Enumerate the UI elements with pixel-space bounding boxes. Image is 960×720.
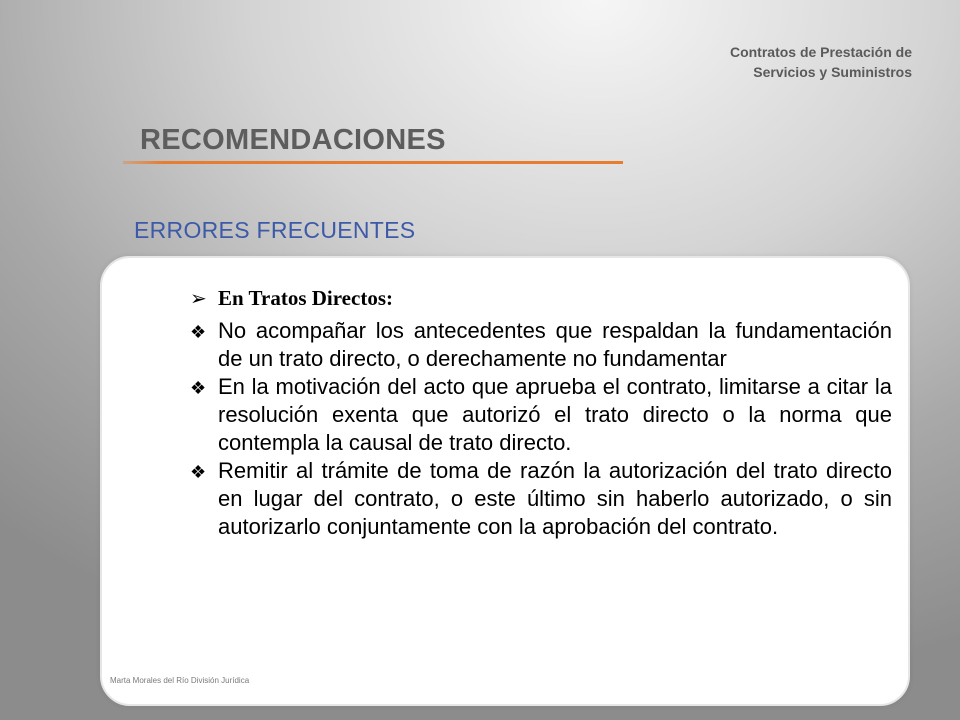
header-title (612, 42, 912, 82)
footer-author: Marta Morales del Río División Jurídica (110, 676, 250, 685)
section-title: RECOMENDACIONES (140, 124, 446, 156)
subtitle: ERRORES FRECUENTES (134, 217, 416, 243)
diamond-bullet-icon: ❖ (190, 322, 207, 342)
list-item (190, 373, 892, 457)
list-item (190, 317, 892, 373)
diamond-bullet-icon: ❖ (190, 462, 207, 482)
list-item-text: En la motivación del acto que aprueba el contrato, limitarse a citar la resolución exenta que autorizó el trato directo o la norma que contempla la causal de trato directo. (218, 374, 892, 455)
diamond-bullet-icon: ❖ (190, 378, 207, 398)
lead-text: En Tratos Directos: (218, 286, 393, 310)
header-title-line2: Servicios y Suministros (753, 64, 912, 80)
title-underline (123, 161, 623, 164)
header-title-line1: Contratos de Prestación de (729, 44, 912, 60)
content-card (100, 256, 910, 706)
list-item (190, 457, 892, 541)
arrow-right-icon: ➢ (190, 288, 207, 310)
list-item-text: No acompañar los antecedentes que respaldan la fundamentación de un trato directo, o derechamente no fundamentar (218, 318, 892, 371)
lead-item (190, 286, 892, 311)
content-list (190, 286, 892, 541)
list-item-text: Remitir al trámite de toma de razón la autorización del trato directo en lugar del contrato, o este último sin haberlo autorizado, o sin autorizarlo conjuntamente con la aprobación del contrato. (218, 458, 892, 539)
